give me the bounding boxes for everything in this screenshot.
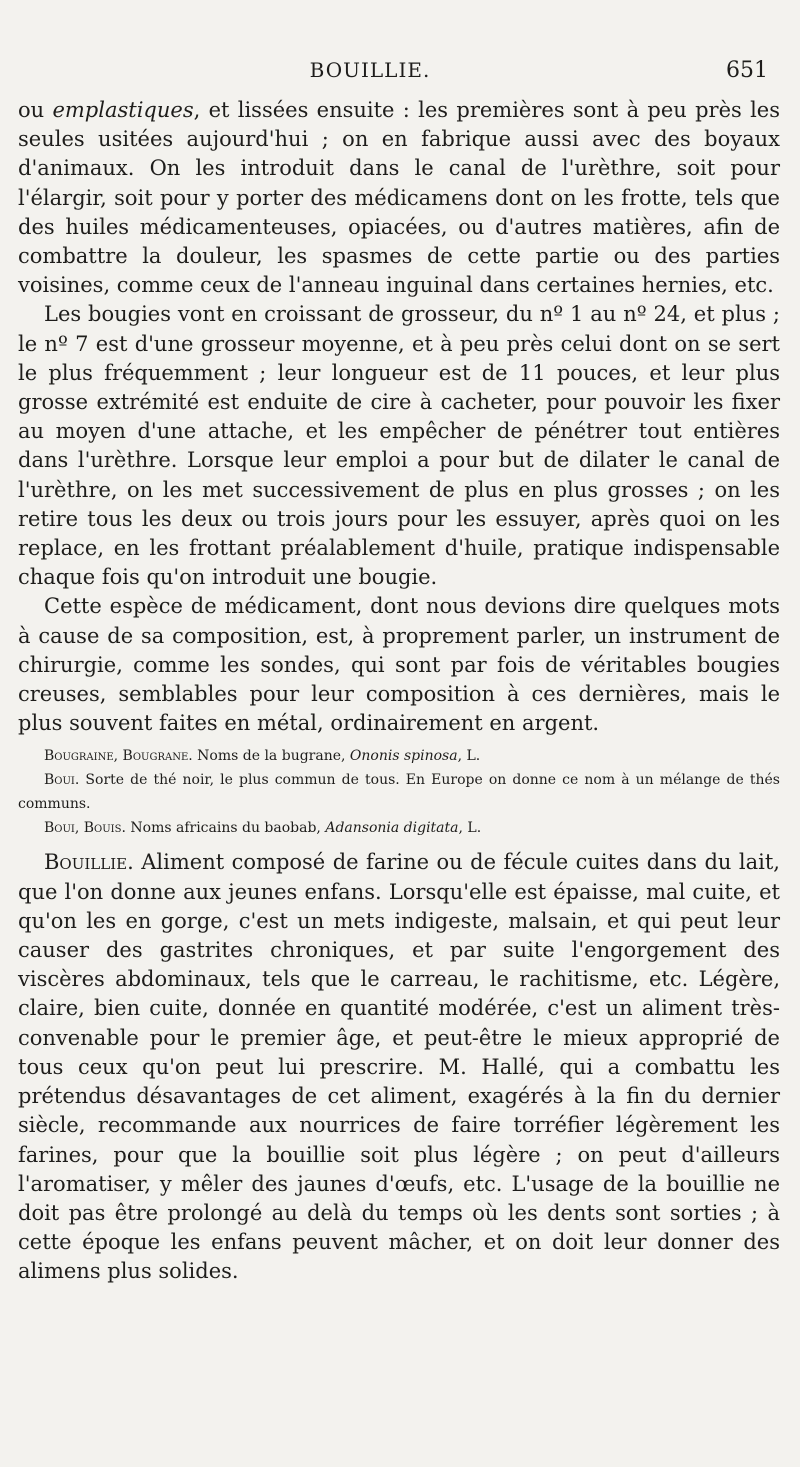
entry-boui-text: Sorte de thé noir, le plus commun de tous. En Europe on donne ce nom à un mélange de thés communs. bbox=[18, 772, 780, 813]
entry-bouis-text: Noms africains du baobab, bbox=[125, 820, 326, 837]
entry-bouillie-headword: Bouillie. bbox=[44, 850, 134, 875]
entry-bougraine-latin: Ononis spinosa bbox=[349, 748, 458, 765]
paragraph-1-lead: ou bbox=[18, 98, 53, 122]
paragraph-2: Les bougies vont en croissant de grosseur, du nº 1 au nº 24, et plus ; le nº 7 est d'une grosseur moyenne, et à peu près celui dont on se sert le plus fréquemment ; leur longueur est de 11 pouces, et leur plus grosse extrémité est enduite de cire à cacheter, pour pouvoir les fixer au moyen d'une attache, et les empêcher de pénétrer tout entières dans l'urèthre. Lorsque leur emploi a pour but de dilater le canal de l'urèthre, on les met successivement de plus en plus grosses ; on les retire tous les deux ou trois jours pour les essuyer, après quoi on les replace, en les frottant préalablement d'huile, pratique indispensable chaque fois qu'on introduit une bougie. bbox=[18, 302, 780, 590]
entry-boui-headword: Boui. bbox=[44, 772, 80, 789]
entry-bouillie bbox=[18, 848, 780, 1286]
entry-bouis-end: , L. bbox=[458, 820, 482, 837]
entry-bougraine-end: , L. bbox=[457, 748, 481, 765]
paragraph-1 bbox=[18, 96, 780, 300]
entry-bouis-headword: Boui, Bouis. bbox=[44, 820, 126, 837]
entry-bougraine bbox=[18, 744, 780, 768]
entry-bouis bbox=[18, 816, 780, 840]
page-body bbox=[18, 96, 780, 1287]
running-header bbox=[0, 58, 800, 88]
paragraph-1-italic: emplastiques bbox=[52, 98, 194, 122]
entry-bouillie-text: Aliment composé de farine ou de fécule cuites dans du lait, que l'on donne aux jeunes enfans. Lorsqu'elle est épaisse, mal cuite, et qu'on les en gorge, c'est un mets indigeste, malsain, et qui peut leur causer des gastrites chroniques, et par suite l'engorgement des viscères abdominaux, tels que le carreau, le rachitisme, etc. Légère, claire, bien cuite, donnée en quantité modérée, c'est un aliment très-convenable pour le premier âge, et peut-être le mieux approprié de tous ceux qu'on peut lui prescrire. M. Hallé, qui a combattu les prétendus désavantages de cet aliment, exagérés à la fin du dernier siècle, recommande aux nourrices de faire torréfier légèrement les farines, pour que la bouillie soit plus légère ; on peut d'ailleurs l'aromatiser, y mêler des jaunes d'œufs, etc. L'usage de la bouillie ne doit pas être prolongé au delà du temps où les dents sont sorties ; à cette époque les enfans peuvent mâcher, et on doit leur donner des alimens plus solides. bbox=[18, 850, 780, 1284]
entry-bougraine-headword: Bougraine, Bougrane. bbox=[44, 748, 193, 765]
paragraph-1-text: , et lissées ensuite : les premières sont à peu près les seules usitées aujourd'hui ; on en fabrique aussi avec des boyaux d'animaux. On les introduit dans le canal de l'urèthre, soit pour l'élargir, soit pour y porter des médicamens dont on les frotte, tels que des huiles médicamenteuses, opiacées, ou d'autres matières, afin de combattre la douleur, les spasmes de cette partie ou des parties voisines, comme ceux de l'anneau inguinal dans certaines hernies, etc. bbox=[18, 98, 780, 298]
entry-boui bbox=[18, 768, 780, 816]
page-number: 651 bbox=[726, 58, 768, 83]
entry-bougraine-text: Noms de la bugrane, bbox=[192, 748, 350, 765]
paragraph-3: Cette espèce de médicament, dont nous devions dire quelques mots à cause de sa composition, est, à proprement parler, un instrument de chirurgie, comme les sondes, qui sont par fois de véritables bougies creuses, semblables pour leur composition à ces dernières, mais le plus souvent faites en métal, ordinairement en argent. bbox=[18, 594, 780, 736]
entry-bouis-latin: Adansonia digitata bbox=[325, 820, 459, 837]
running-title: BOUILLIE. bbox=[309, 58, 431, 82]
